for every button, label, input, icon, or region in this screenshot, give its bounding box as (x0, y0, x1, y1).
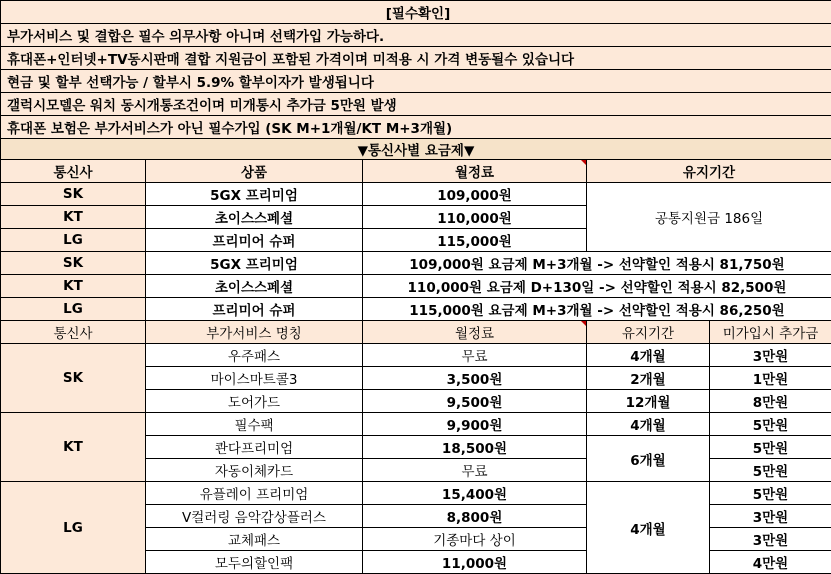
addon-monthly: 무료 (363, 344, 587, 367)
addon-penalty: 8만원 (710, 390, 831, 413)
addon-period: 4개월 (587, 344, 710, 367)
addon-service: 마이스마트콜3 (146, 367, 363, 390)
addon-penalty: 3만원 (710, 344, 831, 367)
addon-period: 2개월 (587, 367, 710, 390)
addon-penalty: 5만원 (710, 459, 831, 482)
addon-period: 4개월 (587, 413, 710, 436)
discount-detail: 110,000원 요금제 D+130일 -> 선약할인 적용시 82,500원 (363, 275, 831, 298)
addon-service: V컬러링 음악감상플러스 (146, 505, 363, 528)
note-line: 부가서비스 및 결합은 필수 의무사항 아니며 선택가입 가능하다. (1, 24, 831, 47)
addons-header-monthly: 월정료 (363, 321, 587, 344)
discount-carrier: KT (1, 275, 146, 298)
discount-detail: 109,000원 요금제 M+3개월 -> 선약할인 적용시 81,750원 (363, 252, 831, 275)
plan-monthly: 109,000원 (363, 183, 587, 206)
note-line: 현금 및 할부 선택가능 / 할부시 5.9% 할부이자가 발생됩니다 (1, 70, 831, 93)
plan-monthly: 115,000원 (363, 229, 587, 252)
addon-period: 12개월 (587, 390, 710, 413)
discount-carrier: LG (1, 298, 146, 321)
addon-monthly: 3,500원 (363, 367, 587, 390)
addon-shared-period-kt: 6개월 (587, 436, 710, 482)
addon-service: 교체패스 (146, 528, 363, 551)
plans-section-title: ▼통신사별 요금제▼ (1, 139, 831, 160)
plan-shared-period: 공통지원금 186일 (587, 183, 831, 252)
plan-product: 초이스스페셜 (146, 206, 363, 229)
addon-service: 콴다프리미엄 (146, 436, 363, 459)
note-line: 휴대폰+인터넷+TV동시판매 결합 지원금이 포함된 가격이며 미적용 시 가격 변동될수 있습니다 (1, 47, 831, 70)
addon-carrier-sk: SK (1, 344, 146, 413)
plan-carrier: SK (1, 183, 146, 206)
addon-monthly: 9,500원 (363, 390, 587, 413)
plans-header-period: 유지기간 (587, 160, 831, 183)
addon-carrier-lg: LG (1, 482, 146, 574)
plan-monthly: 110,000원 (363, 206, 587, 229)
plans-header-product: 상품 (146, 160, 363, 183)
addon-service: 유플레이 프리미엄 (146, 482, 363, 505)
addon-penalty: 5만원 (710, 413, 831, 436)
plans-section (1, 139, 831, 321)
discount-detail: 115,000원 요금제 M+3개월 -> 선약할인 적용시 86,250원 (363, 298, 831, 321)
plans-header-carrier: 통신사 (1, 160, 146, 183)
notes-title: [필수확인] (1, 1, 831, 24)
plans-header-monthly: 월정료 (363, 160, 587, 183)
addon-monthly: 무료 (363, 459, 587, 482)
addons-section (1, 321, 831, 574)
addon-penalty: 3만원 (710, 528, 831, 551)
addon-service: 자동이체카드 (146, 459, 363, 482)
addon-service: 도어가드 (146, 390, 363, 413)
addon-monthly: 8,800원 (363, 505, 587, 528)
addon-shared-period-lg: 4개월 (587, 482, 710, 574)
plan-product: 프리미어 슈퍼 (146, 229, 363, 252)
addon-penalty: 1만원 (710, 367, 831, 390)
addons-header-carrier: 통신사 (1, 321, 146, 344)
addon-monthly: 18,500원 (363, 436, 587, 459)
addon-carrier-kt: KT (1, 413, 146, 482)
addon-monthly: 15,400원 (363, 482, 587, 505)
discount-carrier: SK (1, 252, 146, 275)
note-line: 휴대폰 보험은 부가서비스가 아닌 필수가입 (SK M+1개월/KT M+3개월) (1, 116, 831, 139)
discount-product: 프리미어 슈퍼 (146, 298, 363, 321)
addon-monthly: 기종마다 상이 (363, 528, 587, 551)
plan-carrier: LG (1, 229, 146, 252)
addons-header-service: 부가서비스 명칭 (146, 321, 363, 344)
addons-header-period: 유지기간 (587, 321, 710, 344)
notes-section (1, 1, 831, 139)
addon-service: 필수팩 (146, 413, 363, 436)
addon-service: 모두의할인팩 (146, 551, 363, 574)
addon-monthly: 9,900원 (363, 413, 587, 436)
note-line: 갤럭시모델은 워치 동시개통조건이며 미개통시 추가금 5만원 발생 (1, 93, 831, 116)
addon-monthly: 11,000원 (363, 551, 587, 574)
discount-product: 5GX 프리미엄 (146, 252, 363, 275)
addons-header-penalty: 미가입시 추가금 (710, 321, 831, 344)
addon-penalty: 5만원 (710, 436, 831, 459)
addon-penalty: 3만원 (710, 505, 831, 528)
discount-product: 초이스스페셜 (146, 275, 363, 298)
addon-penalty: 4만원 (710, 551, 831, 574)
addon-service: 우주패스 (146, 344, 363, 367)
plan-carrier: KT (1, 206, 146, 229)
plan-product: 5GX 프리미엄 (146, 183, 363, 206)
addon-penalty: 5만원 (710, 482, 831, 505)
